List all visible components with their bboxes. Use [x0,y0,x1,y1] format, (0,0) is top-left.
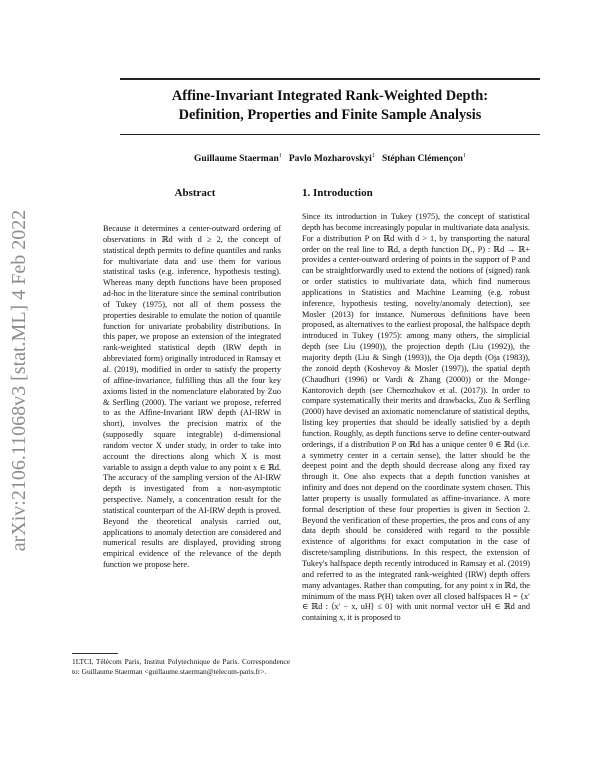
title-line-1: Affine-Invariant Integrated Rank-Weighted Depth: [171,88,489,104]
author-list [120,153,540,164]
footnote-rule [72,653,118,654]
section-heading-introduction: 1. Introduction [302,187,373,199]
title-rule-top [120,78,540,80]
author-2: Pavlo Mozharovskyi [288,154,372,165]
abstract-heading: Abstract [174,187,216,199]
introduction-text: Since its introduction in Tukey (1975), the concept of statistical depth has become increasingly popular in multivariate data analysis. For a distribution P on ℝd with d > 1, by transporting the natural order on the real line to ℝd, a depth function D(., P) : ℝd → ℝ+ provides a center-outward ordering of points in the support of P and can be straightforwardly used to extend the notions of (signed) rank or order statistics to multivariate data, which find numerous applications in Statistics and Machine Learning (e.g. robust inference, hypothesis testing, novelty/anomaly detection), see Mosler (2013) for instance. Numerous definitions have been proposed, as alternatives to the earliest proposal, the halfspace depth introduced in Tukey (1975): among many others, the simplicial depth (see Liu (1990)), the projection depth (Liu (1992)), the majority depth (Liu & Singh (1993)), the Oja depth (Oja (1983)), the zonoid depth (Koshevoy & Mosler (1997)), the spatial depth (Chaudhuri (1996) or Vardi & Zhang (2000)) or the Monge-Kantorovich depth (see Chernozhukov et al. (2017)). In order to compare systematically their merits and drawbacks, Zuo & Serfling (2000) have devised an axiomatic nomenclature of statistical depths, listing key properties that should be ideally satisfied by a depth function. Roughly, as depth functions serve to define center-outward orderings, if a distribution P on ℝd has a unique center θ ∈ ℝd (i.e. a symmetry center in a certain sense), the latter should be the deepest point and the depth should decrease along any fixed ray through it. One also expects that a depth function vanishes at infinity and does not depend on the coordinate system chosen. This latter property is usually formulated as affine-invariance. A more formal description of these four properties is given in Section 2. Beyond the verification of these properties, the pros and cons of any data depth should be considered with regard to the possible existence of algorithms for exact computation in the case of discrete/sampling distributions. In this respect, the extension of Tukey's halfspace depth recently introduced in Ramsay et al. (2019) and referred to as the integrated rank-weighted (IRW) depth offers many advantages. Rather than computing, for any point x in ℝd, the minimum of the mass P(H) taken over all closed halfspaces H = {x′ ∈ ℝd : ⟨x′ − x, uH⟩ ≤ 0} with unit normal vector uH ∈ ℝd and containing x, it is proposed to [302,212,530,623]
paper-title [120,87,540,125]
abstract-text: Because it determines a center-outward ordering of observations in ℝd with d ≥ 2, the concept of statistical depth permits to define quantiles and ranks for multivariate data and use them for various statistical tasks (e.g. inference, hypothesis testing). Whereas many depth functions have been proposed ad-hoc in the literature since the seminal contribution of Tukey (1975), not all of them possess the properties desirable to emulate the notion of quantile function for univariate probability distributions. In this paper, we propose an extension of the integrated rank-weighted statistical depth (IRW depth in abbreviated form) originally introduced in Ramsay et al. (2019), modified in order to satisfy the property of affine-invariance, fulfilling thus all the four key axioms listed in the nomenclature elaborated by Zuo & Serfling (2000). The variant we propose, referred to as the Affine-Invariant IRW depth (AI-IRW in short), involves the precision matrix of the (supposedly square integrable) d-dimensional random vector X under study, in order to take into account the directions along which X is most variable to assign a depth value to any point x ∈ ℝd. The accuracy of the sampling version of the AI-IRW depth is investigated from a non-asymptotic perspective. Namely, a concentration result for the statistical counterpart of the AI-IRW depth is proved. Beyond the theoretical analysis carried out, applications to anomaly detection are considered and numerical results are displayed, providing strong empirical evidence of the relevance of the depth function we propose here. [103,224,281,570]
arxiv-stamp [2,170,38,590]
title-rule-bottom [120,134,540,135]
author-3: Stéphan Clémençon [381,154,463,165]
author-1: Guillaume Staerman [194,154,279,165]
author-2-affiliation: 1 [371,153,375,159]
title-line-2: Definition, Properties and Finite Sample Analysis [178,107,482,123]
introduction-body [302,212,530,624]
abstract-body [103,224,281,571]
author-3-affiliation: 1 [462,153,466,159]
arxiv-id: arXiv:2106.11068v3 [stat.ML] 4 Feb 2022 [8,209,31,551]
affiliation-footnote: 1LTCI, Télécom Paris, Institut Polytechnique de Paris. Correspondence to: Guillaume Staerman <guillaume.staerman@telecom-paris.fr>. [72,657,290,676]
author-1-affiliation: 1 [278,153,282,159]
